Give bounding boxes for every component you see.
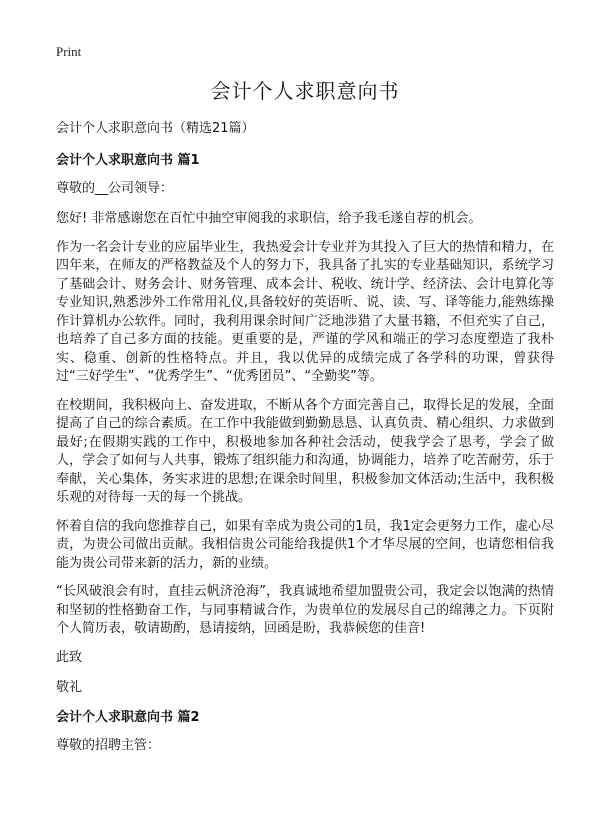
closing-salute: 敬礼 — [56, 679, 83, 695]
paragraph-self-recommendation: 怀着自信的我向您推荐自己，如果有幸成为贵公司的1员，我1定会更努力工作，虚心尽责，为贵公司做出贡献。我相信贵公司能给我提供1个才华尽展的空间，也请您相信我能为贵公司带来新的活力，新的业绩。 — [56, 518, 554, 571]
section-heading-2: 会计个人求职意向书 篇2 — [56, 709, 200, 725]
salutation-2: 尊敬的招聘主管： — [56, 737, 161, 753]
paragraph-greeting: 您好! 非常感谢您在百忙中抽空审阅我的求职信，给予我毛遂自荐的机会。 — [56, 211, 482, 226]
document-title: 会计个人求职意向书 — [210, 79, 400, 103]
closing-regards: 此致 — [56, 649, 83, 665]
paragraph-education: 作为一名会计专业的应届毕业生，我热爱会计专业并为其投入了巨大的热情和精力，在四年来，在师友的严格教益及个人的努力下，我具备了扎实的专业基础知识，系统学习了基础会计、财务会计、财务管理、成本会计、税收、统计学、经济法、会计电算化等专业知识,熟悉涉外工作常用礼仪,具备较好的英语听、说、读、写、译等能力,能熟练操作计算机办公软件。同时，我利用课余时间广泛地涉猎了大量书籍，不但充实了自己，也培养了自己多方面的技能。更重要的是，严谨的学风和端正的学习态度塑造了我朴实、稳重、创新的性格特点。并且，我以优异的成绩完成了各学科的功课，曾获得过“三好学生”、“优秀学生”、“优秀团员”、“全勤奖”等。 — [56, 239, 554, 384]
paragraph-closing-wish: “长风破浪会有时，直挂云帆济沧海”，我真诚地希望加盟贵公司，我定会以饱满的热情和坚韧的性格勤奋工作，与同事精诚合作，为贵单位的发展尽自己的绵薄之力。下页附个人简历表，敬请勘酌，恳请接纳，回函是盼，我恭候您的佳音! — [56, 584, 554, 636]
document-subtitle: 会计个人求职意向书（精选21篇） — [56, 121, 255, 136]
paragraph-campus-life: 在校期间，我积极向上、奋发进取，不断从各个方面完善自己，取得长足的发展，全面提高了自己的综合素质。在工作中我能做到勤勤恳恳、认真负责、精心组织、力求做到最好;在假期实践的工作中，积极地参加各种社会活动，使我学会了思考，学会了做人，学会了如何与人共事，锻炼了组织能力和沟通，协调能力，培养了吃苦耐劳，乐于奉献，关心集体，务实求进的思想;在课余时间里，积极参加文体活动;生活中，我积极乐观的对待每一天的每一个挑战。 — [56, 397, 554, 505]
print-link[interactable]: Print — [56, 44, 82, 59]
salutation-1: 尊敬的__公司领导： — [56, 181, 174, 196]
section-heading-1: 会计个人求职意向书 篇1 — [56, 153, 200, 168]
